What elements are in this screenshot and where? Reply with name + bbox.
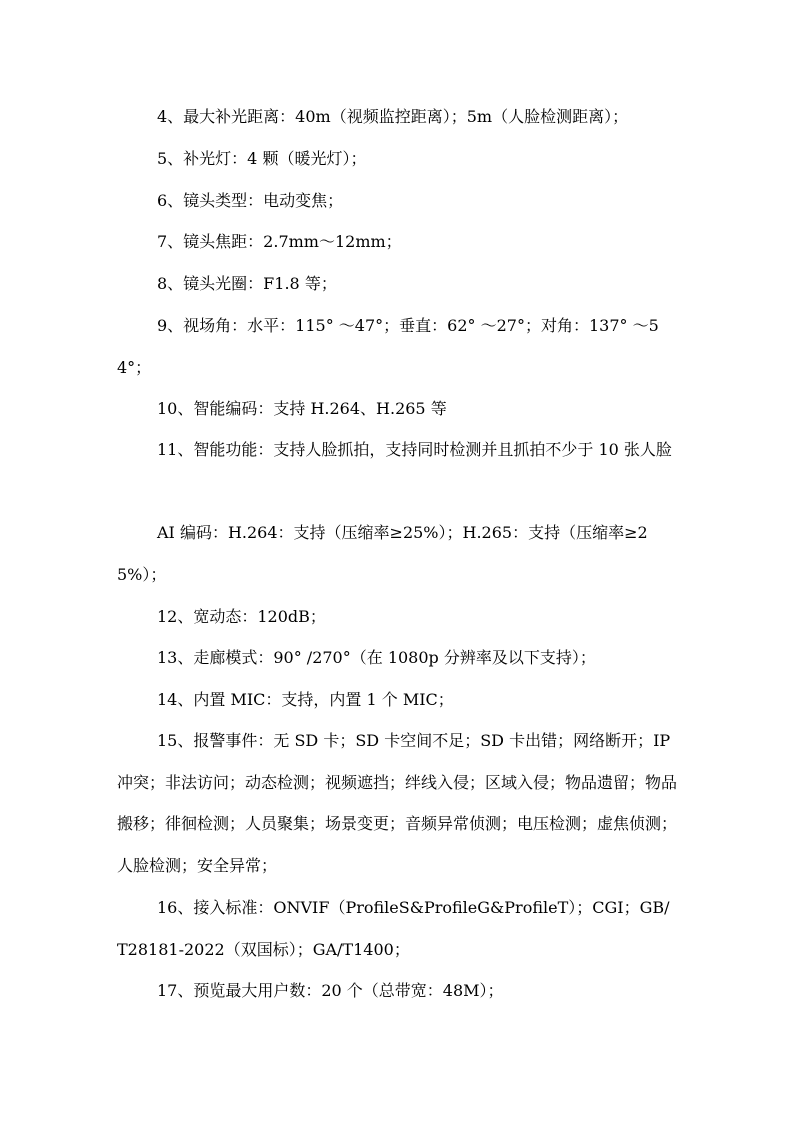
paragraph-built-in-mic: 14、内置 MIC：支持，内置 1 个 MIC； xyxy=(157,690,454,709)
paragraph-access-standards: 16、接入标准：ONVIF（ProfileS&ProfileG&ProfileT）；CGI；GB/T28181-2022（双国标）；GA/T1400； xyxy=(117,898,670,959)
paragraph-focal-length: 7、镜头焦距：2.7mm～12mm； xyxy=(157,232,402,251)
paragraph-alarm-events: 15、报警事件：无 SD 卡；SD 卡空间不足；SD 卡出错；网络断开；IP 冲突；非法访问；动态检测；视频遮挡；绊线入侵；区域入侵；物品遗留；物品搬移；徘徊检测；人员聚集；场景变更；音频异常侦测；电压检测；虚焦侦测；人脸检测；安全异常； xyxy=(117,731,678,875)
paragraph-ai-encoding: AI 编码：H.264：支持（压缩率≥25%）；H.265：支持（压缩率≥25%）； xyxy=(117,523,648,584)
paragraph-max-preview-users: 17、预览最大用户数：20 个（总带宽：48M）； xyxy=(157,981,504,1000)
paragraph-corridor-mode: 13、走廊模式：90° /270°（在 1080p 分辨率及以下支持）； xyxy=(157,648,596,667)
paragraph-fill-light-distance: 4、最大补光距离：40m（视频监控距离）；5m（人脸检测距离）； xyxy=(157,107,629,126)
paragraph-fill-light-count: 5、补光灯：4 颗（暖光灯）； xyxy=(157,149,367,168)
paragraph-field-of-view: 9、视场角：水平：115° ～47°；垂直：62° ～27°；对角：137° ～54°； xyxy=(117,316,659,377)
paragraph-aperture: 8、镜头光圈：F1.8 等； xyxy=(157,274,337,293)
paragraph-smart-functions: 11、智能功能：支持人脸抓拍，支持同时检测并且抓拍不少于 10 张人脸 xyxy=(157,440,672,459)
paragraph-smart-encoding: 10、智能编码：支持 H.264、H.265 等 xyxy=(157,399,447,418)
paragraph-lens-type: 6、镜头类型：电动变焦； xyxy=(157,191,344,210)
paragraph-wide-dynamic: 12、宽动态：120dB； xyxy=(157,607,326,626)
